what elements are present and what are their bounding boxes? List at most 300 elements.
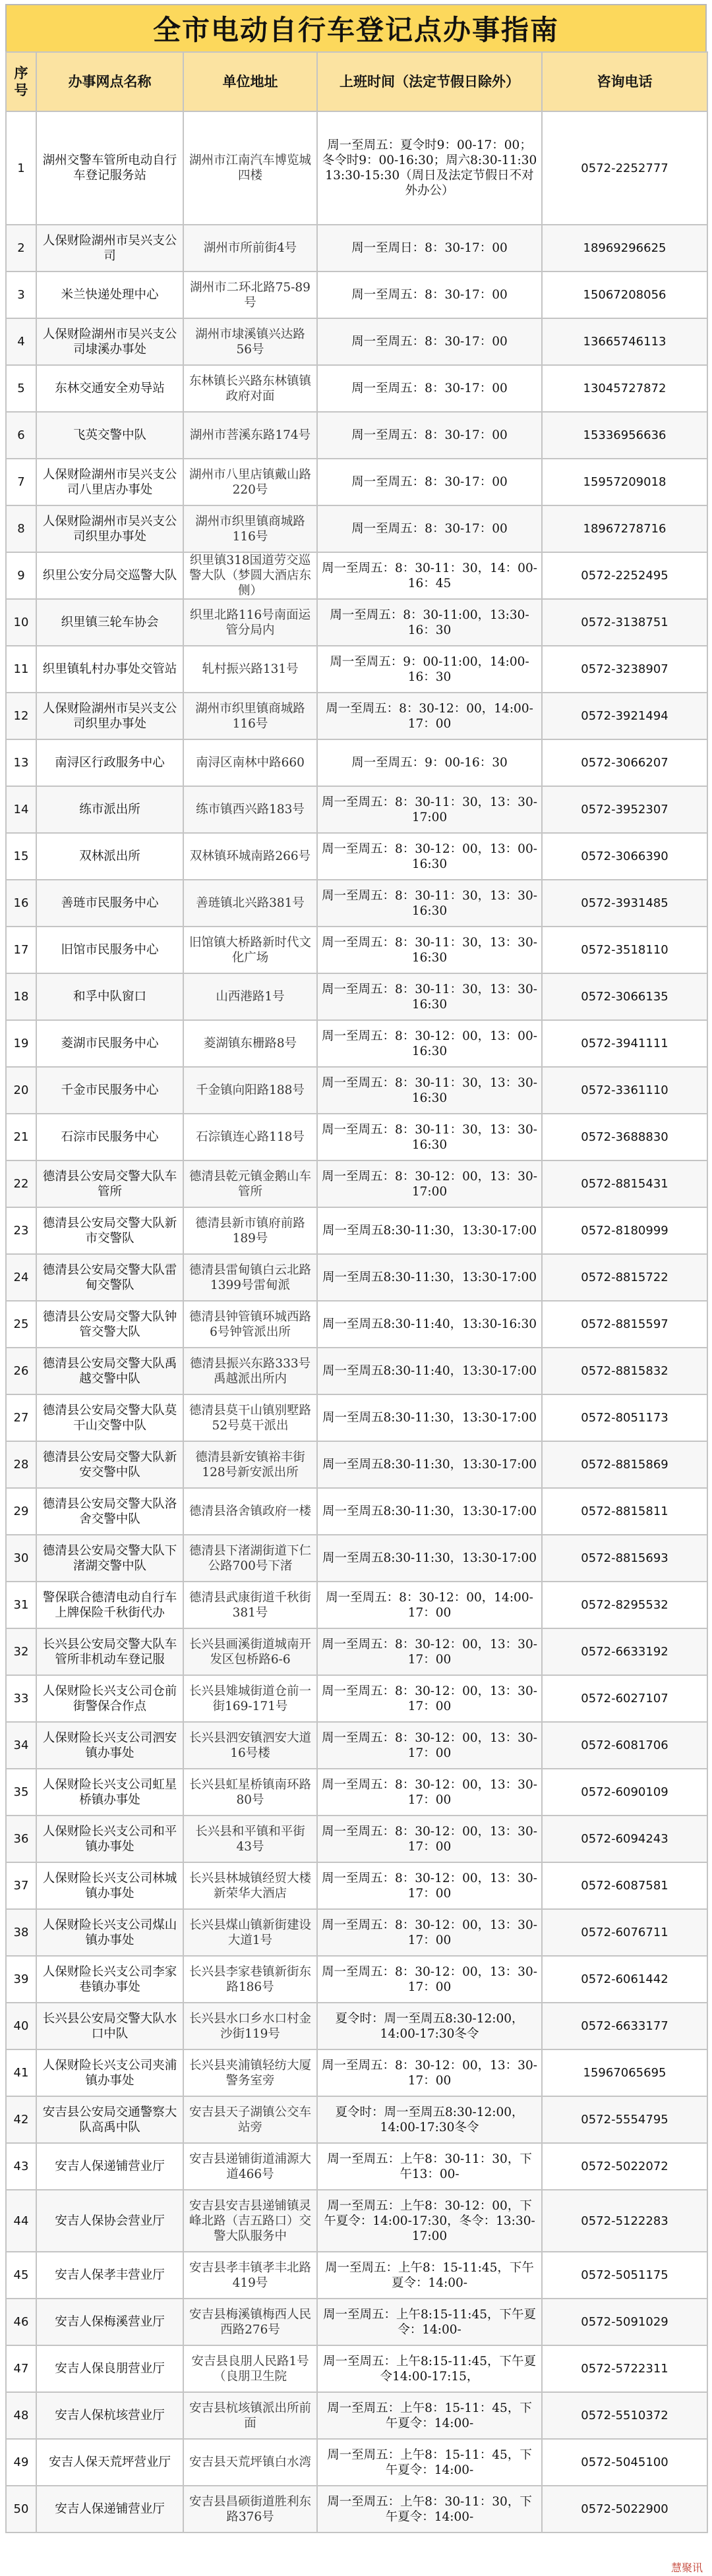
table-row xyxy=(6,1348,707,1394)
cell-no: 3 xyxy=(6,272,36,318)
header-name: 办事网点名称 xyxy=(36,52,183,111)
table-row xyxy=(6,2003,707,2049)
cell-phone: 0572-3066207 xyxy=(542,739,707,786)
cell-name: 湖州交警车管所电动自行车登记服务站 xyxy=(36,111,183,225)
cell-hours: 周一至周五：8：30-17：00 xyxy=(317,365,542,412)
table-row xyxy=(6,646,707,693)
cell-phone: 0572-6087581 xyxy=(542,1862,707,1909)
cell-address: 安吉县递铺街道浦源大道466号 xyxy=(183,2143,317,2190)
cell-hours: 周一至周五：8：30-12：00，13：30-17：00 xyxy=(317,1722,542,1769)
table-row xyxy=(6,2252,707,2299)
cell-hours: 周一至周五：8：30-11：30，13：30-16:30 xyxy=(317,880,542,927)
cell-name: 安吉人保递铺营业厅 xyxy=(36,2143,183,2190)
table-row xyxy=(6,2439,707,2486)
cell-phone: 0572-6090109 xyxy=(542,1769,707,1816)
cell-hours: 周一至周五：夏令时9：00-17：00；冬令时9：00-16:30；周六8:30-11:30 13:30-15:30（周日及法定节假日不对外办公） xyxy=(317,111,542,225)
cell-no: 26 xyxy=(6,1348,36,1394)
cell-address: 菱湖镇东栅路8号 xyxy=(183,1020,317,1067)
table-row xyxy=(6,318,707,365)
table-row xyxy=(6,2299,707,2345)
cell-name: 长兴县公安局交警大队水口中队 xyxy=(36,2003,183,2049)
cell-hours: 周一至周五：8：30-11：30，13：30-16:30 xyxy=(317,973,542,1020)
cell-name: 德清县公安局交警大队钟管交警大队 xyxy=(36,1301,183,1348)
cell-phone: 0572-6061442 xyxy=(542,1956,707,2003)
cell-phone: 0572-3066390 xyxy=(542,833,707,880)
cell-no: 47 xyxy=(6,2345,36,2392)
cell-phone: 0572-8815693 xyxy=(542,1535,707,1582)
cell-phone: 0572-5554795 xyxy=(542,2096,707,2143)
cell-name: 人保财险长兴支公司泗安镇办事处 xyxy=(36,1722,183,1769)
cell-phone: 0572-5091029 xyxy=(542,2299,707,2345)
table-row xyxy=(6,505,707,552)
cell-name: 德清县公安局交警大队雷甸交警队 xyxy=(36,1254,183,1301)
cell-phone: 0572-3921494 xyxy=(542,693,707,739)
cell-no: 14 xyxy=(6,786,36,833)
cell-hours: 周一至周五：8：30-12：00，13：30-17：00 xyxy=(317,1862,542,1909)
cell-phone: 0572-3238907 xyxy=(542,646,707,693)
cell-name: 织里镇三轮车协会 xyxy=(36,599,183,646)
table-row xyxy=(6,739,707,786)
cell-hours: 周一至周五：8：30-12：00，13：30-17：00 xyxy=(317,1675,542,1722)
cell-hours: 周一至周五：8：30-12：00，14:00-17：00 xyxy=(317,693,542,739)
cell-hours: 周一至周五：8：30-11:00，13:30-16：30 xyxy=(317,599,542,646)
cell-name: 安吉人保杭垓营业厅 xyxy=(36,2392,183,2439)
cell-hours: 周一至周五：8：30-11：30，13：30-16:30 xyxy=(317,1067,542,1114)
table-row xyxy=(6,1067,707,1114)
cell-phone: 0572-6027107 xyxy=(542,1675,707,1722)
cell-no: 28 xyxy=(6,1441,36,1488)
cell-name: 人保财险湖州市吴兴支公司八里店办事处 xyxy=(36,459,183,505)
cell-name: 安吉人保孝丰营业厅 xyxy=(36,2252,183,2299)
cell-address: 德清县新市镇府前路189号 xyxy=(183,1207,317,1254)
cell-phone: 0572-3941111 xyxy=(542,1020,707,1067)
cell-address: 德清县钟管镇环城西路6号钟管派出所 xyxy=(183,1301,317,1348)
cell-no: 1 xyxy=(6,111,36,225)
cell-hours: 周一至周五：8：30-12：00，13：30-17：00 xyxy=(317,1628,542,1675)
cell-address: 湖州市织里镇商城路116号 xyxy=(183,505,317,552)
cell-phone: 0572-8815811 xyxy=(542,1488,707,1535)
cell-hours: 周一至周五：9：00-11:00，14:00-16：30 xyxy=(317,646,542,693)
guide-page xyxy=(5,4,707,2533)
cell-address: 湖州市八里店镇戴山路220号 xyxy=(183,459,317,505)
header-hours: 上班时间（法定节假日除外） xyxy=(317,52,542,111)
header-address: 单位地址 xyxy=(183,52,317,111)
cell-hours: 周一至周五：8：30-12：00，13：30-17：00 xyxy=(317,1956,542,2003)
cell-no: 30 xyxy=(6,1535,36,1582)
cell-name: 和孚中队窗口 xyxy=(36,973,183,1020)
cell-no: 37 xyxy=(6,1862,36,1909)
cell-name: 南浔区行政服务中心 xyxy=(36,739,183,786)
cell-name: 安吉人保协会营业厅 xyxy=(36,2190,183,2252)
cell-address: 长兴县画溪街道城南开发区包桥路6-6 xyxy=(183,1628,317,1675)
cell-no: 17 xyxy=(6,927,36,973)
table-row xyxy=(6,599,707,646)
cell-name: 德清县公安局交警大队洛舍交警中队 xyxy=(36,1488,183,1535)
table-row xyxy=(6,459,707,505)
cell-no: 16 xyxy=(6,880,36,927)
cell-name: 人保财险长兴支公司和平镇办事处 xyxy=(36,1816,183,1862)
cell-phone: 13045727872 xyxy=(542,365,707,412)
table-row xyxy=(6,225,707,272)
cell-phone: 0572-3138751 xyxy=(542,599,707,646)
table-row xyxy=(6,1301,707,1348)
cell-no: 13 xyxy=(6,739,36,786)
cell-no: 9 xyxy=(6,552,36,599)
cell-name: 人保财险长兴支公司仓前街警保合作点 xyxy=(36,1675,183,1722)
cell-address: 东林镇长兴路东林镇镇政府对面 xyxy=(183,365,317,412)
cell-phone: 0572-3066135 xyxy=(542,973,707,1020)
table-row xyxy=(6,1020,707,1067)
cell-hours: 周一至周日：8：30-17：00 xyxy=(317,225,542,272)
table-row xyxy=(6,1488,707,1535)
cell-phone: 0572-8815431 xyxy=(542,1160,707,1207)
cell-address: 长兴县煤山镇新街建设大道1号 xyxy=(183,1909,317,1956)
cell-no: 19 xyxy=(6,1020,36,1067)
cell-hours: 周一至周五8:30-11:40，13:30-16:30 xyxy=(317,1301,542,1348)
cell-name: 人保财险长兴支公司林城镇办事处 xyxy=(36,1862,183,1909)
cell-address: 德清县洛舍镇政府一楼 xyxy=(183,1488,317,1535)
cell-phone: 0572-8815832 xyxy=(542,1348,707,1394)
cell-address: 织里镇318国道劳交巡警大队（梦圆大酒店东侧） xyxy=(183,552,317,599)
cell-hours: 周一至周五：8：30-17：00 xyxy=(317,459,542,505)
cell-no: 24 xyxy=(6,1254,36,1301)
cell-name: 菱湖市民服务中心 xyxy=(36,1020,183,1067)
cell-address: 安吉县孝丰镇孝丰北路419号 xyxy=(183,2252,317,2299)
cell-phone: 0572-5122283 xyxy=(542,2190,707,2252)
cell-phone: 13665746113 xyxy=(542,318,707,365)
cell-no: 10 xyxy=(6,599,36,646)
cell-address: 轧村振兴路131号 xyxy=(183,646,317,693)
table-row xyxy=(6,412,707,459)
cell-phone: 0572-8295532 xyxy=(542,1582,707,1628)
cell-no: 5 xyxy=(6,365,36,412)
cell-no: 40 xyxy=(6,2003,36,2049)
cell-name: 安吉人保梅溪营业厅 xyxy=(36,2299,183,2345)
cell-no: 43 xyxy=(6,2143,36,2190)
cell-phone: 15067208056 xyxy=(542,272,707,318)
cell-name: 人保财险长兴支公司煤山镇办事处 xyxy=(36,1909,183,1956)
cell-hours: 周一至周五：8：30-12：00，13：30-17：00 xyxy=(317,1769,542,1816)
cell-hours: 周一至周五：上午8：15-11：45，下午夏令：14:00- xyxy=(317,2392,542,2439)
cell-hours: 周一至周五：9：00-16：30 xyxy=(317,739,542,786)
cell-hours: 周一至周五：上午8:15-11:45，下午夏令：14:00- xyxy=(317,2299,542,2345)
cell-name: 人保财险湖州市吴兴支公司织里办事处 xyxy=(36,505,183,552)
table-row xyxy=(6,1722,707,1769)
cell-name: 织里镇轧村办事处交管站 xyxy=(36,646,183,693)
cell-no: 21 xyxy=(6,1114,36,1160)
cell-name: 安吉人保递铺营业厅 xyxy=(36,2486,183,2533)
cell-name: 人保财险湖州市吴兴支公司织里办事处 xyxy=(36,693,183,739)
cell-hours: 周一至周五：上午8：30-12：00，下午夏令：14:00-17:30，冬令：13:30-17:00 xyxy=(317,2190,542,2252)
cell-no: 32 xyxy=(6,1628,36,1675)
cell-address: 织里北路116号南面运管分局内 xyxy=(183,599,317,646)
cell-phone: 0572-8815869 xyxy=(542,1441,707,1488)
cell-address: 湖州市所前街4号 xyxy=(183,225,317,272)
cell-phone: 0572-6081706 xyxy=(542,1722,707,1769)
cell-hours: 周一至周五：8：30-12：00，13：00-16:30 xyxy=(317,833,542,880)
cell-phone: 0572-3931485 xyxy=(542,880,707,927)
cell-no: 41 xyxy=(6,2049,36,2096)
cell-phone: 0572-5051175 xyxy=(542,2252,707,2299)
cell-name: 德清县公安局交警大队车管所 xyxy=(36,1160,183,1207)
table-row xyxy=(6,1816,707,1862)
cell-no: 35 xyxy=(6,1769,36,1816)
cell-no: 27 xyxy=(6,1394,36,1441)
table-row xyxy=(6,1862,707,1909)
table-row xyxy=(6,1582,707,1628)
cell-hours: 周一至周五：8：30-17：00 xyxy=(317,272,542,318)
table-row xyxy=(6,272,707,318)
cell-address: 湖州市菩溪东路174号 xyxy=(183,412,317,459)
cell-no: 23 xyxy=(6,1207,36,1254)
cell-no: 11 xyxy=(6,646,36,693)
cell-hours: 周一至周五：8：30-17：00 xyxy=(317,412,542,459)
cell-no: 7 xyxy=(6,459,36,505)
cell-no: 39 xyxy=(6,1956,36,2003)
cell-phone: 15957209018 xyxy=(542,459,707,505)
cell-no: 31 xyxy=(6,1582,36,1628)
cell-address: 湖州市江南汽车博览城四楼 xyxy=(183,111,317,225)
cell-phone: 0572-8815722 xyxy=(542,1254,707,1301)
cell-name: 人保财险长兴支公司夹浦镇办事处 xyxy=(36,2049,183,2096)
cell-phone: 0572-6633177 xyxy=(542,2003,707,2049)
cell-no: 38 xyxy=(6,1909,36,1956)
table-row xyxy=(6,1535,707,1582)
cell-phone: 0572-6076711 xyxy=(542,1909,707,1956)
table-row xyxy=(6,2143,707,2190)
cell-hours: 周一至周五8:30-11:40，13:30-17:00 xyxy=(317,1348,542,1394)
cell-phone: 0572-3952307 xyxy=(542,786,707,833)
cell-name: 旧馆市民服务中心 xyxy=(36,927,183,973)
table-row xyxy=(6,1675,707,1722)
cell-phone: 0572-5022072 xyxy=(542,2143,707,2190)
cell-no: 36 xyxy=(6,1816,36,1862)
header-phone: 咨询电话 xyxy=(542,52,707,111)
table-row xyxy=(6,1909,707,1956)
cell-name: 双林派出所 xyxy=(36,833,183,880)
cell-no: 12 xyxy=(6,693,36,739)
cell-address: 安吉县良朋人民路1号（良朋卫生院 xyxy=(183,2345,317,2392)
cell-address: 山西港路1号 xyxy=(183,973,317,1020)
cell-address: 长兴县水口乡水口村金沙街119号 xyxy=(183,2003,317,2049)
cell-address: 德清县新安镇裕丰街128号新安派出所 xyxy=(183,1441,317,1488)
cell-hours: 周一至周五8:30-11:30，13:30-17:00 xyxy=(317,1535,542,1582)
cell-no: 22 xyxy=(6,1160,36,1207)
cell-address: 千金镇向阳路188号 xyxy=(183,1067,317,1114)
table-row xyxy=(6,1956,707,2003)
cell-hours: 周一至周五8:30-11:30，13:30-17:00 xyxy=(317,1441,542,1488)
cell-phone: 0572-2252777 xyxy=(542,111,707,225)
table-row xyxy=(6,365,707,412)
cell-phone: 15967065695 xyxy=(542,2049,707,2096)
cell-address: 湖州市织里镇商城路116号 xyxy=(183,693,317,739)
cell-no: 4 xyxy=(6,318,36,365)
cell-name: 人保财险湖州市吴兴支公司 xyxy=(36,225,183,272)
cell-no: 15 xyxy=(6,833,36,880)
table-row xyxy=(6,1114,707,1160)
cell-name: 织里公安分局交巡警大队 xyxy=(36,552,183,599)
cell-hours: 周一至周五8:30-11:30，13:30-17:00 xyxy=(317,1207,542,1254)
cell-hours: 周一至周五：8：30-11：30，13：30-17:00 xyxy=(317,786,542,833)
cell-address: 德清县莫干山镇别墅路52号莫干派出 xyxy=(183,1394,317,1441)
cell-no: 33 xyxy=(6,1675,36,1722)
cell-name: 安吉人保天荒坪营业厅 xyxy=(36,2439,183,2486)
table-row xyxy=(6,2190,707,2252)
table-row xyxy=(6,552,707,599)
cell-hours: 周一至周五：上午8：30-11：30，下午13：00- xyxy=(317,2143,542,2190)
cell-hours: 周一至周五：8：30-12：00，14:00-17：00 xyxy=(317,1582,542,1628)
cell-hours: 周一至周五：上午8：30-11：30，下午夏令：14:00- xyxy=(317,2486,542,2533)
table-row xyxy=(6,833,707,880)
table-row xyxy=(6,927,707,973)
cell-address: 安吉县昌硕街道胜利东路376号 xyxy=(183,2486,317,2533)
cell-name: 德清县公安局交警大队新安交警中队 xyxy=(36,1441,183,1488)
cell-address: 练市镇西兴路183号 xyxy=(183,786,317,833)
cell-no: 6 xyxy=(6,412,36,459)
table-row xyxy=(6,2392,707,2439)
cell-name: 人保财险长兴支公司李家巷镇办事处 xyxy=(36,1956,183,2003)
table-row xyxy=(6,786,707,833)
cell-name: 人保财险长兴支公司虹星桥镇办事处 xyxy=(36,1769,183,1816)
cell-hours: 周一至周五8:30-11:30，13:30-17:00 xyxy=(317,1394,542,1441)
cell-phone: 0572-8180999 xyxy=(542,1207,707,1254)
cell-address: 安吉县梅溪镇梅西人民西路276号 xyxy=(183,2299,317,2345)
table-row xyxy=(6,2096,707,2143)
cell-phone: 0572-5045100 xyxy=(542,2439,707,2486)
cell-address: 长兴县李家巷镇新街东路186号 xyxy=(183,1956,317,2003)
cell-hours: 周一至周五：8：30-11：30，13：30-16:30 xyxy=(317,927,542,973)
cell-phone: 0572-5510372 xyxy=(542,2392,707,2439)
cell-hours: 周一至周五：8：30-12：00，13：30-17：00 xyxy=(317,1816,542,1862)
cell-address: 双林镇环城南路266号 xyxy=(183,833,317,880)
table-row xyxy=(6,1441,707,1488)
cell-address: 石淙镇连心路118号 xyxy=(183,1114,317,1160)
table-row xyxy=(6,1254,707,1301)
cell-hours: 周一至周五：8：30-17：00 xyxy=(317,505,542,552)
cell-address: 德清县雷甸镇白云北路1399号雷甸派 xyxy=(183,1254,317,1301)
cell-no: 34 xyxy=(6,1722,36,1769)
cell-phone: 0572-8815597 xyxy=(542,1301,707,1348)
cell-address: 长兴县林城镇经贸大楼新荣华大酒店 xyxy=(183,1862,317,1909)
cell-no: 45 xyxy=(6,2252,36,2299)
table-row xyxy=(6,1769,707,1816)
cell-no: 25 xyxy=(6,1301,36,1348)
cell-name: 德清县公安局交警大队莫干山交警中队 xyxy=(36,1394,183,1441)
cell-address: 湖州市埭溪镇兴达路56号 xyxy=(183,318,317,365)
cell-name: 警保联合德清电动自行车上牌保险千秋街代办 xyxy=(36,1582,183,1628)
cell-address: 善琏镇北兴路381号 xyxy=(183,880,317,927)
cell-name: 长兴县公安局交警大队车管所非机动车登记服 xyxy=(36,1628,183,1675)
cell-hours: 周一至周五：8：30-17：00 xyxy=(317,318,542,365)
cell-hours: 周一至周五：8：30-12：00，13：30-17：00 xyxy=(317,2049,542,2096)
cell-hours: 周一至周五8:30-11:30，13:30-17:00 xyxy=(317,1254,542,1301)
cell-address: 长兴县雉城街道仓前一街169-171号 xyxy=(183,1675,317,1722)
cell-hours: 夏令时：周一至周五8:30-12:00，14:00-17:30冬令 xyxy=(317,2003,542,2049)
cell-no: 46 xyxy=(6,2299,36,2345)
header-no: 序号 xyxy=(6,52,36,111)
cell-name: 米兰快递处理中心 xyxy=(36,272,183,318)
cell-address: 长兴县虹星桥镇南环路80号 xyxy=(183,1769,317,1816)
cell-address: 安吉县杭垓镇派出所前面 xyxy=(183,2392,317,2439)
table-row xyxy=(6,1394,707,1441)
cell-phone: 15336956636 xyxy=(542,412,707,459)
cell-address: 德清县振兴东路333号禹越派出所内 xyxy=(183,1348,317,1394)
cell-name: 千金市民服务中心 xyxy=(36,1067,183,1114)
page-title: 全市电动自行车登记点办事指南 xyxy=(5,4,707,51)
cell-phone: 0572-8051173 xyxy=(542,1394,707,1441)
cell-address: 安吉县天荒坪镇白水湾 xyxy=(183,2439,317,2486)
cell-no: 18 xyxy=(6,973,36,1020)
cell-no: 48 xyxy=(6,2392,36,2439)
cell-phone: 18969296625 xyxy=(542,225,707,272)
cell-phone: 0572-3361110 xyxy=(542,1067,707,1114)
cell-address: 湖州市二环北路75-89号 xyxy=(183,272,317,318)
cell-no: 49 xyxy=(6,2439,36,2486)
cell-address: 南浔区南林中路660 xyxy=(183,739,317,786)
cell-hours: 夏令时：周一至周五8:30-12:00，14:00-17:30冬令 xyxy=(317,2096,542,2143)
cell-address: 德清县乾元镇金鹅山车管所 xyxy=(183,1160,317,1207)
cell-phone: 0572-6633192 xyxy=(542,1628,707,1675)
cell-address: 德清县武康街道千秋街381号 xyxy=(183,1582,317,1628)
cell-address: 德清县下渚湖街道下仁公路700号下渚 xyxy=(183,1535,317,1582)
cell-address: 安吉县天子湖镇公交车站旁 xyxy=(183,2096,317,2143)
cell-name: 德清县公安局交警大队下渚湖交警中队 xyxy=(36,1535,183,1582)
table-row xyxy=(6,693,707,739)
cell-name: 安吉县公安局交通警察大队高禹中队 xyxy=(36,2096,183,2143)
table-row xyxy=(6,1628,707,1675)
cell-name: 练市派出所 xyxy=(36,786,183,833)
cell-phone: 0572-3518110 xyxy=(542,927,707,973)
cell-no: 8 xyxy=(6,505,36,552)
cell-no: 20 xyxy=(6,1067,36,1114)
cell-hours: 周一至周五：上午8:15-11:45，下午夏令14:00-17:15， xyxy=(317,2345,542,2392)
cell-phone: 0572-6094243 xyxy=(542,1816,707,1862)
cell-hours: 周一至周五：上午8：15-11：45，下午夏令：14:00- xyxy=(317,2439,542,2486)
cell-name: 飞英交警中队 xyxy=(36,412,183,459)
cell-address: 旧馆镇大桥路新时代文化广场 xyxy=(183,927,317,973)
cell-name: 石淙市民服务中心 xyxy=(36,1114,183,1160)
cell-hours: 周一至周五：8：30-12：00，13：30-17:00 xyxy=(317,1160,542,1207)
cell-phone: 0572-3688830 xyxy=(542,1114,707,1160)
table-header xyxy=(6,52,707,111)
table-row xyxy=(6,973,707,1020)
cell-hours: 周一至周五：上午8：15-11:45，下午夏令：14:00- xyxy=(317,2252,542,2299)
table-row xyxy=(6,2345,707,2392)
cell-phone: 0572-2252495 xyxy=(542,552,707,599)
cell-no: 50 xyxy=(6,2486,36,2533)
cell-hours: 周一至周五：8：30-12：00，13：30-17：00 xyxy=(317,1909,542,1956)
cell-name: 东林交通安全劝导站 xyxy=(36,365,183,412)
cell-phone: 18967278716 xyxy=(542,505,707,552)
cell-address: 安吉县安吉县递铺镇灵峰北路（吉五路口）交警大队服务中 xyxy=(183,2190,317,2252)
office-table xyxy=(5,51,708,2533)
table-row xyxy=(6,880,707,927)
cell-address: 长兴县和平镇和平街43号 xyxy=(183,1816,317,1862)
cell-name: 德清县公安局交警大队禹越交警中队 xyxy=(36,1348,183,1394)
cell-hours: 周一至周五：8：30-11：30，14：00-16：45 xyxy=(317,552,542,599)
table-row xyxy=(6,2486,707,2533)
table-row xyxy=(6,1160,707,1207)
cell-phone: 0572-5022900 xyxy=(542,2486,707,2533)
table-row xyxy=(6,111,707,225)
cell-name: 安吉人保良朋营业厅 xyxy=(36,2345,183,2392)
cell-no: 29 xyxy=(6,1488,36,1535)
watermark: 慧聚讯 xyxy=(670,2562,703,2574)
cell-hours: 周一至周五：8：30-12：00，13：00-16:30 xyxy=(317,1020,542,1067)
cell-name: 德清县公安局交警大队新市交警队 xyxy=(36,1207,183,1254)
cell-address: 长兴县夹浦镇轻纺大厦警务室旁 xyxy=(183,2049,317,2096)
cell-address: 长兴县泗安镇泗安大道16号楼 xyxy=(183,1722,317,1769)
